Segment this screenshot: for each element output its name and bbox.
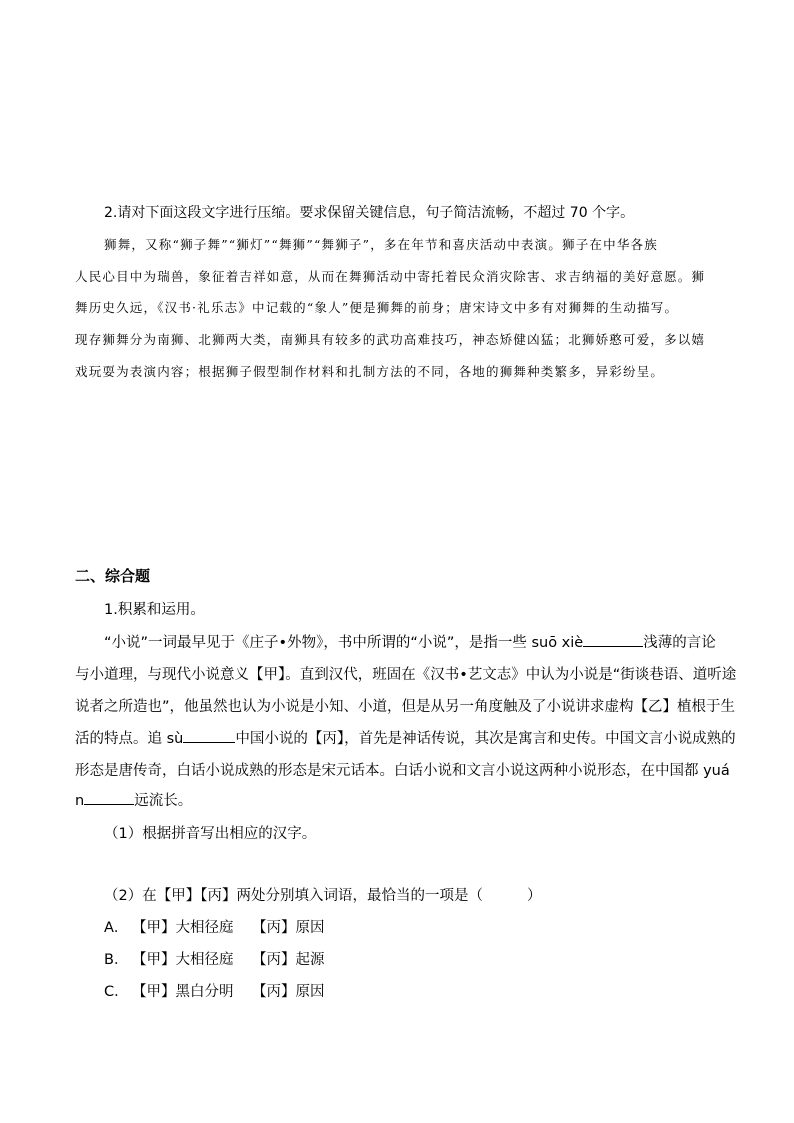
option-part-a: 【甲】大相径庭 (132, 920, 234, 936)
passage-line: 人民心目中为瑞兽，象征着吉祥如意，从而在舞狮活动中寄托着民众消灾除害、求吉纳福的美好意愿。狮 (75, 269, 706, 284)
option-b[interactable] (104, 948, 325, 969)
text-line: 形态是唐传奇，白话小说成熟的形态是宋元话本。白话小说和文言小说这两种小说形态，在中国都 yuá (75, 763, 730, 779)
question-1-title: 1.积累和运用。 (104, 602, 205, 618)
text-line: 与小道理，与现代小说意义【甲】。直到汉代，班固在《汉书•艺文志》中认为小说是“街谈巷语、道听途 (75, 667, 737, 683)
question-2-title: 2.请对下面这段文字进行压缩。要求保留关键信息，句子简洁流畅，不超过 70 个字。 (104, 205, 635, 221)
option-c[interactable] (104, 980, 325, 1001)
sub-question-1: （1）根据拼音写出相应的汉字。 (104, 826, 317, 842)
text-segment: n (75, 793, 85, 809)
text-line (75, 727, 736, 748)
answer-blank[interactable] (183, 730, 235, 743)
passage-line: 戏玩耍为表演内容；根据狮子假型制作材料和扎制方法的不同，各地的狮舞种类繁多，异彩纷呈。 (75, 364, 665, 379)
text-segment: “小说”一词最早见于《庄子•外物》，书中所谓的“小说”，是指一些 suō xiè (104, 635, 584, 651)
sub-question-2 (104, 884, 541, 905)
option-part-a: 【甲】黑白分明 (132, 984, 234, 1000)
answer-blank[interactable] (583, 634, 643, 647)
passage-line: 狮舞，又称“狮子舞”“狮灯”“舞狮”“舞狮子”，多在年节和喜庆活动中表演。狮子在中华各族 (104, 237, 658, 252)
text-segment: 浅薄的言论 (643, 635, 716, 651)
passage-line: 舞历史久远，《汉书·礼乐志》中记载的“象人”便是狮舞的前身；唐宋诗文中多有对狮舞的生动描写。 (75, 300, 679, 315)
text-segment: 远流长。 (134, 793, 193, 809)
paren-close: ） (526, 888, 542, 904)
option-a[interactable] (104, 916, 325, 937)
option-part-a: 【甲】大相径庭 (132, 952, 234, 968)
option-letter: A． (104, 920, 129, 936)
text-line (75, 789, 192, 810)
text-segment: 活的特点。追 sù (75, 731, 184, 747)
answer-blank[interactable] (84, 792, 134, 805)
sub-question-2-text: （2）在【甲】【丙】两处分别填入词语，最恰当的一项是（ (104, 888, 483, 904)
option-part-b: 【丙】原因 (252, 984, 325, 1000)
text-line (104, 631, 716, 652)
text-segment: 中国小说的【丙】，首先是神话传说，其次是寓言和史传。中国文言小说成熟的 (235, 731, 736, 747)
option-letter: B． (104, 952, 129, 968)
option-part-b: 【丙】起源 (252, 952, 325, 968)
option-part-b: 【丙】原因 (252, 920, 325, 936)
passage-line: 现存狮舞分为南狮、北狮两大类，南狮具有较多的武功高难技巧，神态矫健凶猛；北狮娇憨可爱，多以嬉 (75, 332, 706, 347)
text-line: 说者之所造也”，他虽然也认为小说是小知、小道，但是从另一角度触及了小说讲求虚构【乙】植根于生 (75, 699, 736, 715)
section-heading: 二、综合题 (75, 567, 151, 585)
option-letter: C． (104, 984, 129, 1000)
